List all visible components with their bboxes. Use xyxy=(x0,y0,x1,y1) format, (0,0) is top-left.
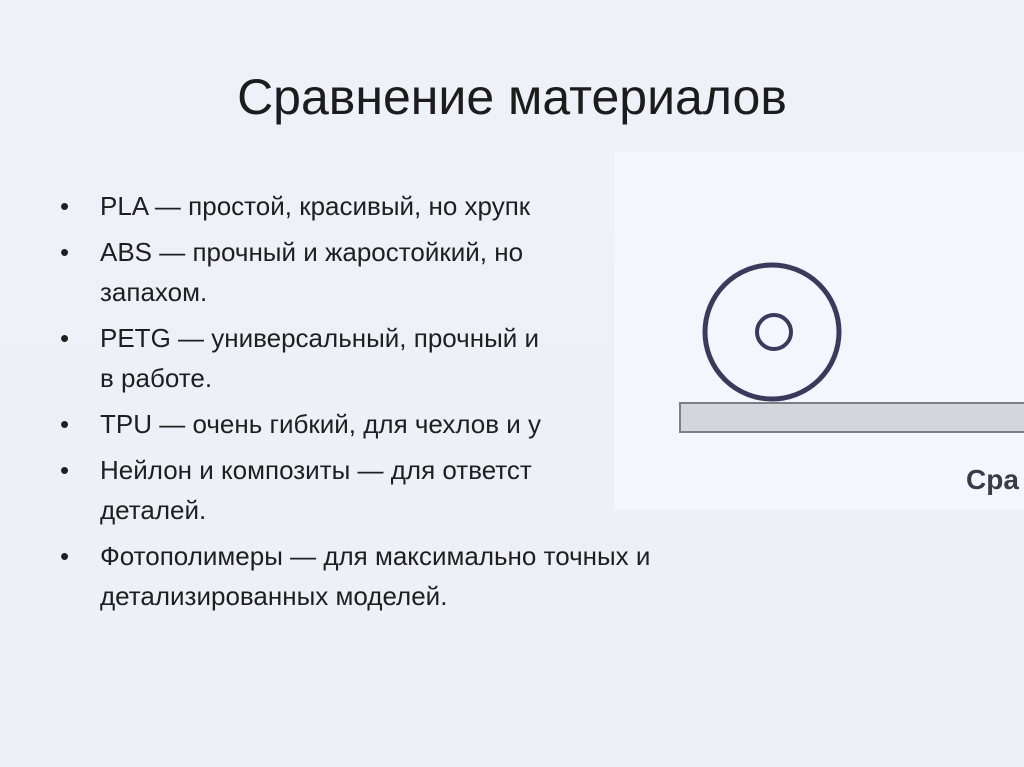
loading-overlay xyxy=(614,152,1024,510)
bullet-text: PLA — простой, красивый, но хрупк xyxy=(100,191,531,221)
bullet-item xyxy=(60,536,800,616)
bullet-marker: • xyxy=(60,541,70,571)
bullet-text: Нейлон и композиты — для ответст деталей. xyxy=(100,455,532,525)
overlay-partial-text: Сра xyxy=(966,464,1019,495)
bullet-marker: • xyxy=(60,237,70,267)
bullet-marker: • xyxy=(60,323,70,353)
platform-bar xyxy=(680,403,1024,432)
bullet-text: Фотополимеры — для максимально точных и детализированных моделей. xyxy=(100,541,651,611)
bullet-marker: • xyxy=(60,455,70,485)
rolling-wheel-illustration xyxy=(614,152,1024,510)
wheel-outer-ring xyxy=(705,265,839,399)
slide-title: Сравнение материалов xyxy=(237,69,787,125)
bullet-marker: • xyxy=(60,409,70,439)
bullet-text: ABS — прочный и жаростойкий, но запахом. xyxy=(100,237,524,307)
bullet-text: PETG — универсальный, прочный и в работе. xyxy=(100,323,540,393)
wheel-hub xyxy=(757,315,791,349)
bullet-marker: • xyxy=(60,191,70,221)
bullet-text: TPU — очень гибкий, для чехлов и у xyxy=(100,409,542,439)
